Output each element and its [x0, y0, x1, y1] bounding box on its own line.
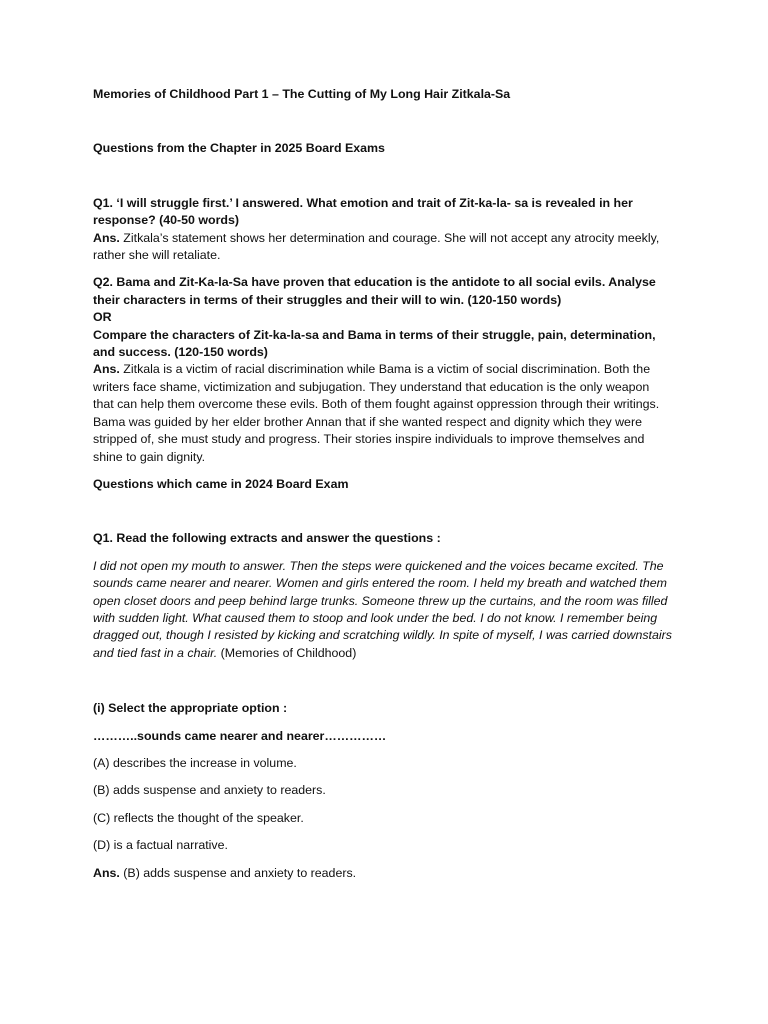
answer-body: (B) adds suspense and anxiety to readers.	[119, 865, 357, 880]
question-text-q1-2024: Q1. Read the following extracts and answer the questions :	[93, 531, 441, 546]
question-text-b: Compare the characters of Zit-ka-la-sa and Bama in terms of their struggle, pain, determination, and success. (120-150 words)	[93, 327, 656, 360]
answer-text	[93, 361, 673, 465]
option-c: (C) reflects the thought of the speaker.	[93, 810, 304, 825]
answer-text	[93, 230, 673, 265]
document-page	[93, 86, 673, 882]
question-stem: ………..sounds came nearer and nearer……………	[93, 728, 387, 743]
answer-body: Zitkala’s statement shows her determination and courage. She will not accept any atrocity meekly, rather she will retaliate.	[93, 230, 660, 263]
answer-label: Ans.	[93, 230, 120, 245]
option-a: (A) describes the increase in volume.	[93, 755, 297, 770]
question-block-q2-2025	[93, 274, 673, 465]
question-block-q1-2025	[93, 195, 673, 265]
extract-passage	[93, 558, 673, 662]
answer-text	[93, 865, 673, 882]
section-heading-2025: Questions from the Chapter in 2025 Board Exams	[93, 141, 385, 156]
option-d: (D) is a factual narrative.	[93, 838, 228, 853]
answer-body: Zitkala is a victim of racial discrimination while Bama is a victim of social discrimination. Both the writers face shame, victimization and subjugation. They understand that education is the only weapon that can help them overcome these evils. Both of them fought against oppression through their writings. Bama was guided by her elder brother Annan that if she wanted respect and dignity which they were stripped of, she must study and progress. Their stories inspire individuals to improve themselves and shine to gain dignity.	[93, 362, 660, 464]
answer-label: Ans.	[93, 865, 120, 880]
document-title: Memories of Childhood Part 1 – The Cutting of My Long Hair Zitkala-Sa	[93, 87, 511, 101]
question-text: Q1. ‘I will struggle first.’ I answered. What emotion and trait of Zit-ka-la- sa is revealed in her response? (40-50 words)	[93, 195, 633, 228]
option-b: (B) adds suspense and anxiety to readers.	[93, 783, 326, 798]
answer-label: Ans.	[93, 362, 120, 377]
extract-source: (Memories of Childhood)	[217, 645, 357, 660]
question-text-a: Q2. Bama and Zit-Ka-la-Sa have proven that education is the antidote to all social evils. Analyse their characters in terms of their struggles and their will to win. (120-150 words)	[93, 275, 656, 307]
extract-text: I did not open my mouth to answer. Then the steps were quickened and the voices became excited. The sounds came nearer and nearer. Women and girls entered the room. I held my breath and watched them open closet doors and peep behind large trunks. Someone threw up the curtains, and the room was filled with sudden light. What caused them to stoop and look under the bed. I do not know. I remember being dragged out, though I resisted by kicking and scratching wildly. In spite of myself, I was carried downstairs and tied fast in a chair.	[93, 558, 672, 660]
or-separator: OR	[93, 310, 112, 325]
sub-question: (i) Select the appropriate option :	[93, 701, 288, 716]
section-heading-2024: Questions which came in 2024 Board Exam	[93, 476, 349, 491]
